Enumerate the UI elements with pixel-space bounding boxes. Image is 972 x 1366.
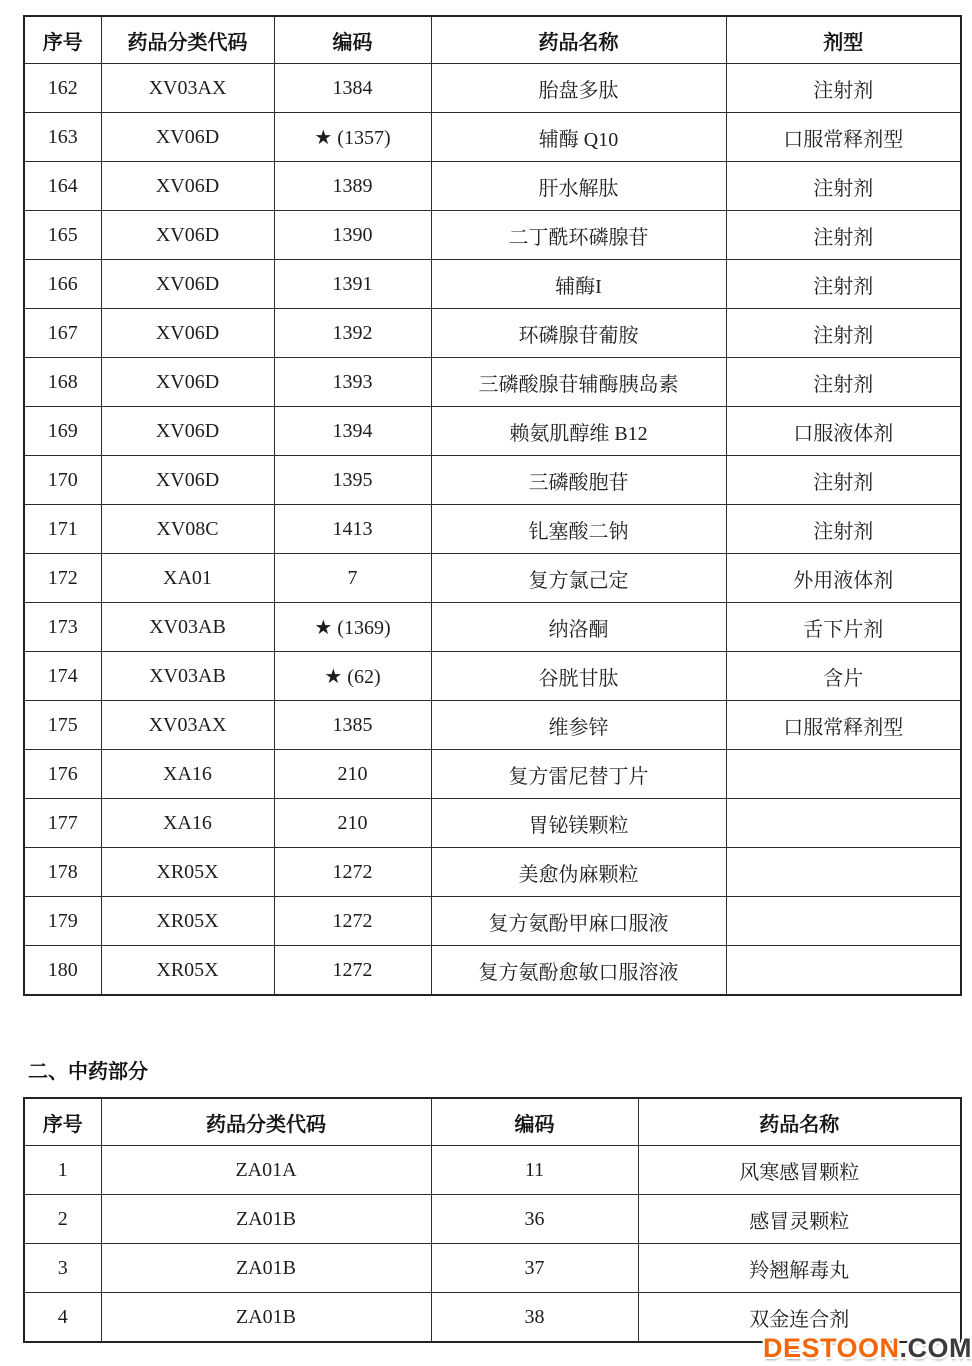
- cell-no: 179: [24, 897, 101, 946]
- cell-class-code: XV06D: [101, 113, 274, 162]
- cell-form: 外用液体剂: [726, 554, 961, 603]
- cell-no: 171: [24, 505, 101, 554]
- cell-no: 176: [24, 750, 101, 799]
- cell-code: 37: [431, 1244, 638, 1293]
- table-row: [24, 750, 961, 799]
- cell-name: 双金连合剂: [638, 1293, 961, 1343]
- cell-name: 复方雷尼替丁片: [431, 750, 726, 799]
- cell-code: 1394: [274, 407, 431, 456]
- cell-class-code: XA01: [101, 554, 274, 603]
- cell-class-code: ZA01B: [101, 1195, 431, 1244]
- cell-no: 167: [24, 309, 101, 358]
- cell-no: 164: [24, 162, 101, 211]
- cell-form: [726, 848, 961, 897]
- cell-no: 177: [24, 799, 101, 848]
- table-row: [24, 946, 961, 996]
- cell-name: 复方氨酚愈敏口服溶液: [431, 946, 726, 996]
- cell-no: 180: [24, 946, 101, 996]
- table-row: [24, 1195, 961, 1244]
- cell-class-code: XV03AB: [101, 603, 274, 652]
- cell-code: ★ (1369): [274, 603, 431, 652]
- table-row: [24, 897, 961, 946]
- cell-code: 1389: [274, 162, 431, 211]
- cell-name: 三磷酸胞苷: [431, 456, 726, 505]
- column-header-class-code: 药品分类代码: [101, 1098, 431, 1146]
- section-title-tcm: 二、中药部分: [28, 1061, 148, 1083]
- table-header-row: [24, 1098, 961, 1146]
- table-header-row: [24, 16, 961, 64]
- cell-code: 1384: [274, 64, 431, 113]
- cell-class-code: XV06D: [101, 260, 274, 309]
- cell-name: 辅酶 Q10: [431, 113, 726, 162]
- cell-name: 维参锌: [431, 701, 726, 750]
- cell-no: 165: [24, 211, 101, 260]
- table-row: [24, 652, 961, 701]
- cell-code: 1413: [274, 505, 431, 554]
- cell-name: 复方氨酚甲麻口服液: [431, 897, 726, 946]
- cell-form: 注射剂: [726, 64, 961, 113]
- cell-no: 170: [24, 456, 101, 505]
- cell-class-code: XV06D: [101, 162, 274, 211]
- cell-code: 210: [274, 799, 431, 848]
- table-row: [24, 799, 961, 848]
- column-header-code: 编码: [274, 16, 431, 64]
- cell-class-code: ZA01B: [101, 1244, 431, 1293]
- cell-no: 162: [24, 64, 101, 113]
- table-row: [24, 260, 961, 309]
- cell-class-code: XA16: [101, 750, 274, 799]
- cell-form: 注射剂: [726, 260, 961, 309]
- cell-form: 舌下片剂: [726, 603, 961, 652]
- column-header-no: 序号: [24, 1098, 101, 1146]
- western-medicine-table: [23, 15, 962, 996]
- column-header-class-code: 药品分类代码: [101, 16, 274, 64]
- watermark-suffix: .COM: [899, 1333, 972, 1363]
- column-header-code: 编码: [431, 1098, 638, 1146]
- cell-class-code: XR05X: [101, 848, 274, 897]
- cell-name: 美愈伪麻颗粒: [431, 848, 726, 897]
- cell-no: 172: [24, 554, 101, 603]
- cell-no: 2: [24, 1195, 101, 1244]
- cell-no: 4: [24, 1293, 101, 1343]
- cell-no: 174: [24, 652, 101, 701]
- column-header-name: 药品名称: [638, 1098, 961, 1146]
- cell-no: 173: [24, 603, 101, 652]
- table-row: [24, 554, 961, 603]
- cell-class-code: XV06D: [101, 211, 274, 260]
- cell-code: 1392: [274, 309, 431, 358]
- table-row: [24, 407, 961, 456]
- table-row: [24, 1244, 961, 1293]
- cell-code: 38: [431, 1293, 638, 1343]
- cell-name: 羚翘解毒丸: [638, 1244, 961, 1293]
- cell-name: 谷胱甘肽: [431, 652, 726, 701]
- cell-form: 注射剂: [726, 505, 961, 554]
- cell-class-code: XV06D: [101, 456, 274, 505]
- tcm-rows: [24, 1146, 961, 1343]
- cell-code: ★ (62): [274, 652, 431, 701]
- cell-code: 7: [274, 554, 431, 603]
- cell-no: 175: [24, 701, 101, 750]
- cell-name: 二丁酰环磷腺苷: [431, 211, 726, 260]
- cell-name: 纳洛酮: [431, 603, 726, 652]
- cell-code: 1272: [274, 946, 431, 996]
- cell-form: 注射剂: [726, 162, 961, 211]
- cell-code: 1385: [274, 701, 431, 750]
- cell-code: 1272: [274, 848, 431, 897]
- cell-form: [726, 750, 961, 799]
- table-row: [24, 309, 961, 358]
- cell-code: 1395: [274, 456, 431, 505]
- cell-class-code: XV06D: [101, 358, 274, 407]
- cell-class-code: XV06D: [101, 309, 274, 358]
- cell-code: ★ (1357): [274, 113, 431, 162]
- column-header-name: 药品名称: [431, 16, 726, 64]
- cell-class-code: XV03AB: [101, 652, 274, 701]
- cell-code: 1272: [274, 897, 431, 946]
- cell-name: 三磷酸腺苷辅酶胰岛素: [431, 358, 726, 407]
- cell-class-code: ZA01B: [101, 1293, 431, 1343]
- cell-class-code: XV08C: [101, 505, 274, 554]
- column-header-no: 序号: [24, 16, 101, 64]
- table-row: [24, 358, 961, 407]
- column-header-form: 剂型: [726, 16, 961, 64]
- cell-name: 风寒感冒颗粒: [638, 1146, 961, 1195]
- cell-code: 1390: [274, 211, 431, 260]
- cell-class-code: XA16: [101, 799, 274, 848]
- cell-code: 1393: [274, 358, 431, 407]
- table-row: [24, 848, 961, 897]
- cell-form: 口服常释剂型: [726, 701, 961, 750]
- cell-name: 环磷腺苷葡胺: [431, 309, 726, 358]
- destoon-watermark: [763, 1333, 972, 1364]
- cell-class-code: XR05X: [101, 897, 274, 946]
- cell-name: 胎盘多肽: [431, 64, 726, 113]
- cell-form: 注射剂: [726, 309, 961, 358]
- table-row: [24, 505, 961, 554]
- cell-class-code: XV06D: [101, 407, 274, 456]
- cell-name: 复方氯己定: [431, 554, 726, 603]
- table-row: [24, 603, 961, 652]
- cell-class-code: XV03AX: [101, 64, 274, 113]
- cell-name: 辅酶I: [431, 260, 726, 309]
- cell-form: [726, 946, 961, 996]
- cell-code: 36: [431, 1195, 638, 1244]
- table-row: [24, 64, 961, 113]
- cell-no: 166: [24, 260, 101, 309]
- table-row: [24, 701, 961, 750]
- cell-code: 11: [431, 1146, 638, 1195]
- cell-name: 感冒灵颗粒: [638, 1195, 961, 1244]
- tcm-table: [23, 1097, 962, 1343]
- cell-form: 口服液体剂: [726, 407, 961, 456]
- watermark-brand: DESTOON: [762, 1333, 900, 1363]
- cell-form: [726, 799, 961, 848]
- cell-code: 1391: [274, 260, 431, 309]
- table-row: [24, 211, 961, 260]
- cell-class-code: XR05X: [101, 946, 274, 996]
- cell-no: 169: [24, 407, 101, 456]
- cell-form: 注射剂: [726, 358, 961, 407]
- table-row: [24, 1146, 961, 1195]
- cell-form: 注射剂: [726, 211, 961, 260]
- cell-no: 178: [24, 848, 101, 897]
- cell-name: 胃铋镁颗粒: [431, 799, 726, 848]
- cell-code: 210: [274, 750, 431, 799]
- cell-form: 含片: [726, 652, 961, 701]
- cell-no: 1: [24, 1146, 101, 1195]
- table-row: [24, 113, 961, 162]
- western-medicine-rows: [24, 64, 961, 996]
- cell-name: 钆塞酸二钠: [431, 505, 726, 554]
- table-row: [24, 456, 961, 505]
- cell-class-code: ZA01A: [101, 1146, 431, 1195]
- cell-form: [726, 897, 961, 946]
- table-row: [24, 162, 961, 211]
- cell-class-code: XV03AX: [101, 701, 274, 750]
- cell-no: 3: [24, 1244, 101, 1293]
- cell-no: 168: [24, 358, 101, 407]
- cell-form: 口服常释剂型: [726, 113, 961, 162]
- cell-form: 注射剂: [726, 456, 961, 505]
- cell-name: 肝水解肽: [431, 162, 726, 211]
- cell-name: 赖氨肌醇维 B12: [431, 407, 726, 456]
- cell-no: 163: [24, 113, 101, 162]
